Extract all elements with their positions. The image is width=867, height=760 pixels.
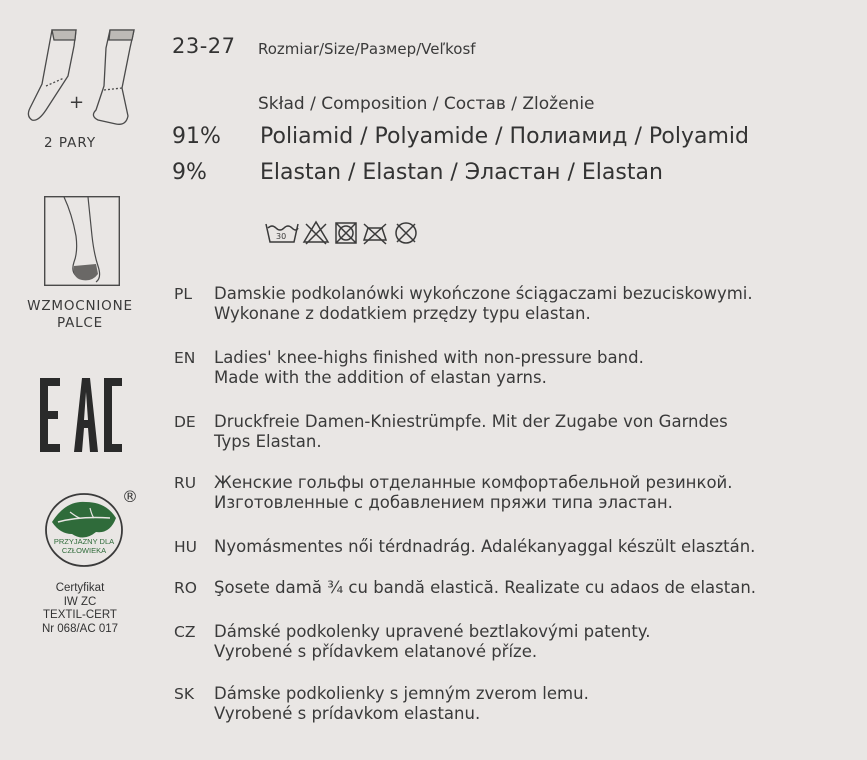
language-code: HU: [174, 538, 198, 556]
eac-mark-icon: [38, 376, 124, 454]
wash-30-icon: [266, 224, 298, 242]
pack-plus: +: [69, 92, 85, 113]
care-symbols: [264, 218, 442, 248]
language-code: EN: [174, 349, 196, 367]
composition-material: Poliamid / Polyamide / Полиамид / Polyamid: [260, 124, 749, 149]
no-bleach-icon: [304, 222, 328, 244]
composition-row: [172, 160, 663, 185]
size-number: 23-27: [172, 34, 236, 58]
language-code: CZ: [174, 623, 196, 641]
knee-highs-pair-icon: [24, 24, 140, 134]
left-column: [0, 0, 160, 760]
badge-text-line2: CZŁOWIEKA: [61, 546, 107, 555]
human-friendly-certificate-icon: [44, 488, 144, 578]
pack-count-label: 2 PARY: [44, 135, 97, 151]
no-iron-icon: [364, 224, 386, 244]
size-label: Rozmiar/Size/Размер/Veľkosf: [258, 40, 476, 58]
language-code: PL: [174, 285, 192, 303]
language-code: RO: [174, 579, 197, 597]
reinforced-toe-icon: [44, 196, 120, 286]
language-code: DE: [174, 413, 196, 431]
no-dry-clean-icon: [396, 223, 416, 243]
svg-text:30: 30: [276, 232, 287, 241]
composition-title: Skład / Composition / Состав / Zloženie: [258, 94, 595, 114]
reinforced-toe-label: WZMOCNIONE PALCE: [27, 298, 133, 331]
language-code: SK: [174, 685, 195, 703]
composition-percent: 91%: [172, 124, 221, 149]
composition-row: [172, 124, 749, 149]
no-tumble-dry-icon: [336, 223, 356, 243]
composition-percent: 9%: [172, 160, 207, 185]
badge-text-line1: PRZYJAZNY DLA: [53, 537, 115, 546]
registered-mark: ®: [122, 488, 138, 506]
composition-material: Elastan / Elastan / Эластан / Elastan: [260, 160, 663, 185]
certificate-text: Certyfikat IW ZC TEXTIL-CERT Nr 068/AC 017: [41, 582, 119, 635]
language-code: RU: [174, 474, 197, 492]
